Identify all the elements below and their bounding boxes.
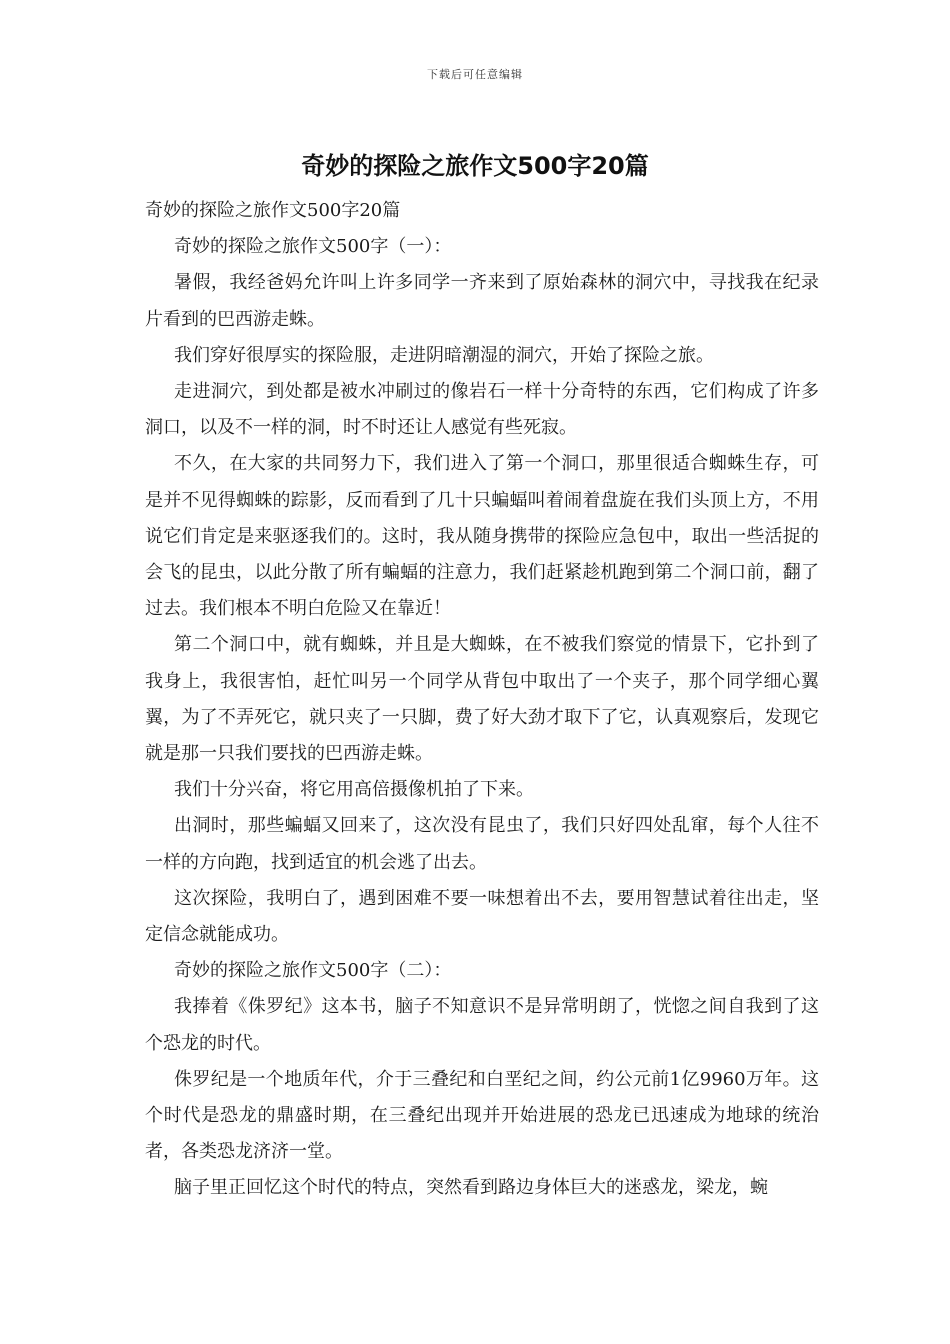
section-heading-2: 奇妙的探险之旅作文500字（二）： <box>174 960 452 982</box>
body-paragraph: 侏罗纪是一个地质年代，介于三叠纪和白垩纪之间，约公元前1亿9960万年。这个时代是恐龙的鼎盛时期，在三叠纪出现并开始进展的恐龙已迅速成为地球的统治者，各类恐龙济济一堂。 <box>145 1068 819 1163</box>
body-paragraph: 脑子里正回忆这个时代的特点，突然看到路边身体巨大的迷惑龙，梁龙，蜿 <box>174 1177 768 1199</box>
subtitle-line: 奇妙的探险之旅作文500字20篇 <box>145 200 401 221</box>
body-paragraph: 我们十分兴奋，将它用高倍摄像机拍了下来。 <box>174 779 534 801</box>
body-paragraph: 我捧着《侏罗纪》这本书，脑子不知意识不是异常明朗了，恍惚之间自我到了这个恐龙的时代。 <box>145 996 819 1054</box>
body-paragraph: 我们穿好很厚实的探险服，走进阴暗潮湿的洞穴，开始了探险之旅。 <box>174 344 714 366</box>
section-heading-1: 奇妙的探险之旅作文500字（一）： <box>174 236 452 258</box>
body-paragraph: 走进洞穴，到处都是被水冲刷过的像岩石一样十分奇特的东西，它们构成了许多洞口，以及不一样的洞，时不时还让人感觉有些死寂。 <box>145 381 819 439</box>
body-paragraph: 不久，在大家的共同努力下，我们进入了第一个洞口，那里很适合蜘蛛生存，可是并不见得蜘蛛的踪影，反而看到了几十只蝙蝠叫着闹着盘旋在我们头顶上方，不用说它们肯定是来驱逐我们的。这时，我从随身携带的探险应急包中，取出一些活捉的会飞的昆虫，以此分散了所有蝙蝠的注意力，我们赶紧趁机跑到第二个洞口前，翻了过去。我们根本不明白危险又在靠近！ <box>145 453 819 620</box>
body-paragraph: 第二个洞口中，就有蜘蛛，并且是大蜘蛛，在不被我们察觉的情景下，它扑到了我身上，我很害怕，赶忙叫另一个同学从背包中取出了一个夹子，那个同学细心翼翼，为了不弄死它，就只夹了一只脚，费了好大劲才取下了它，认真观察后，发现它就是那一只我们要找的巴西游走蛛。 <box>145 634 819 765</box>
body-paragraph: 这次探险，我明白了，遇到困难不要一味想着出不去，要用智慧试着往出走，坚定信念就能成功。 <box>145 887 819 946</box>
header-note: 下载后可任意编辑 <box>427 68 523 81</box>
body-paragraph: 暑假，我经爸妈允许叫上许多同学一齐来到了原始森林的洞穴中，寻找我在纪录片看到的巴西游走蛛。 <box>145 272 819 330</box>
document-title: 奇妙的探险之旅作文500字20篇 <box>301 152 649 180</box>
body-paragraph: 出洞时，那些蝙蝠又回来了，这次没有昆虫了，我们只好四处乱窜，每个人往不一样的方向跑，找到适宜的机会逃了出去。 <box>145 815 819 873</box>
document-body <box>145 193 819 1207</box>
